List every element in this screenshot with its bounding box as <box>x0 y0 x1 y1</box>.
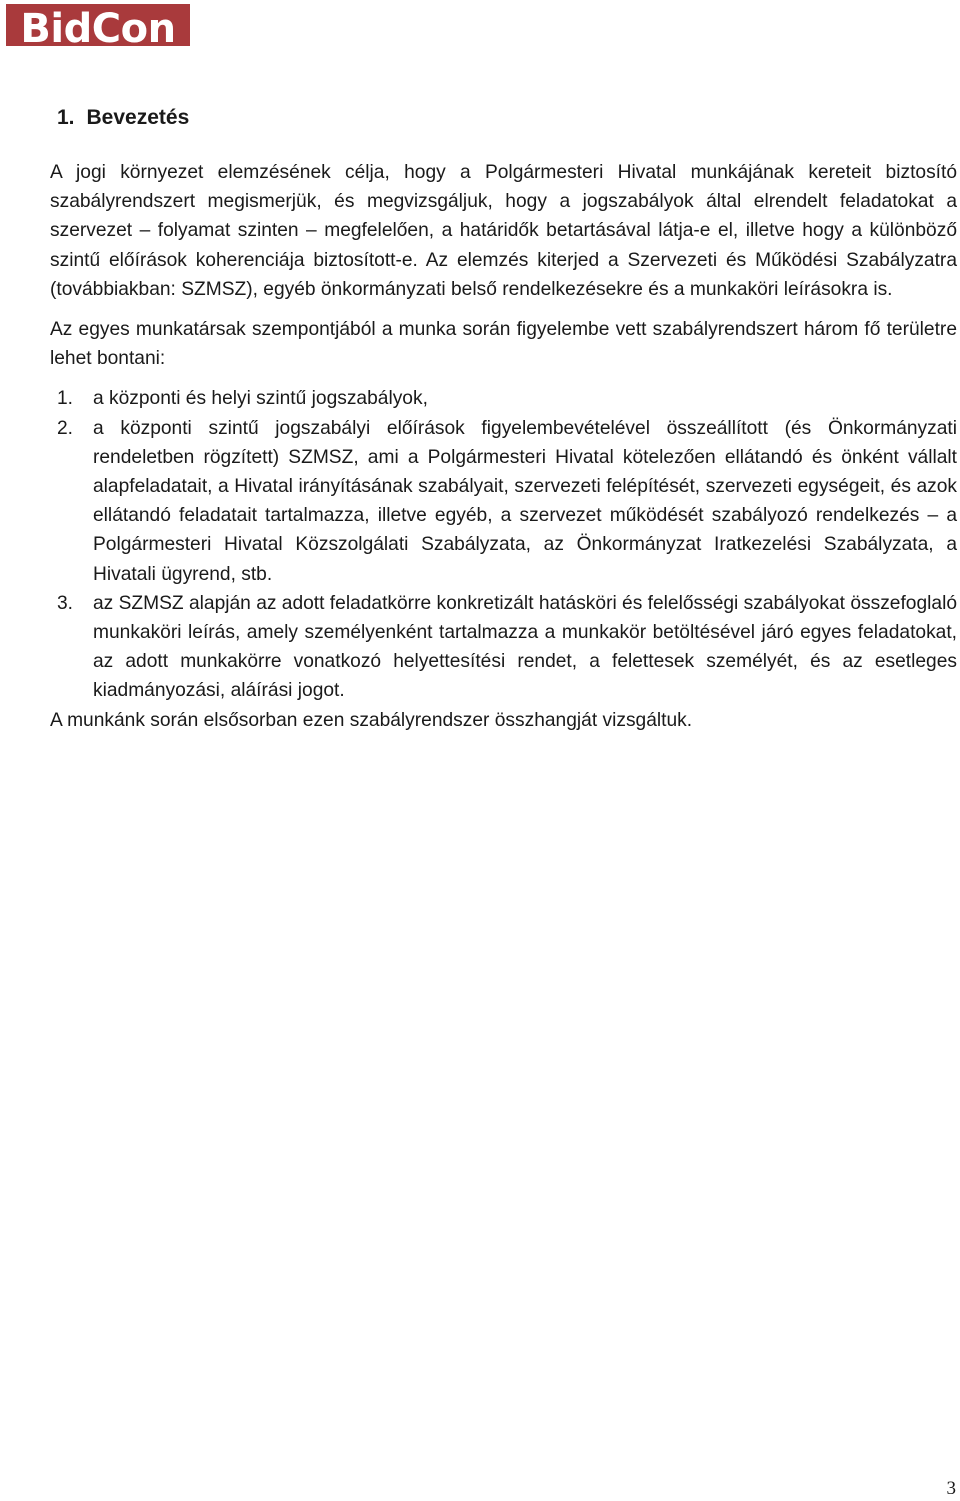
page-number: 3 <box>946 1478 956 1499</box>
rules-paragraph: Az egyes munkatársak szempontjából a munka során figyelembe vett szabályrendszert három fő területre lehet bontani: <box>50 319 957 370</box>
section-number: 1. <box>57 106 75 129</box>
intro-paragraph: A jogi környezet elemzésének célja, hogy a Polgármesteri Hivatal munkájának kereteit biztosító szabályrendszert megismerjük, és megvizsgáljuk, hogy a jogszabályok által elrendelt feladatokat a szervezet – folyamat szinten – megfelelően, a határidők betartásával látja-e el, illetve hogy a különböző szintű előírások koherenciája biztosított-e. Az elemzés kiterjed a Szervezeti és Működési Szabályzatra (továbbiakban: SZMSZ), egyéb önkormányzati belső rendelkezésekre és a munkaköri leírásokra is. <box>50 162 957 300</box>
section-heading <box>57 104 189 132</box>
list-marker: 1. <box>57 388 74 410</box>
section-title: Bevezetés <box>86 106 190 129</box>
document-body <box>50 158 957 735</box>
closing-paragraph: A munkánk során elsősorban ezen szabályrendszer összhangját vizsgáltuk. <box>50 709 693 731</box>
list-item <box>50 414 957 589</box>
list-item <box>50 589 957 706</box>
bidcon-logo: BidCon <box>6 4 190 46</box>
list-item <box>50 384 957 413</box>
list-item-text: az SZMSZ alapján az adott feladatkörre konkretizált hatásköri és felelősségi szabályokat összefoglaló munkaköri leírás, amely személyenként tartalmazza a munkakör betöltésével járó egyes feladatokat, az adott munkakörre vonatkozó helyettesítési rendet, a felettesek személyét, és az esetleges kiadmányozási, aláírási jogot. <box>93 592 957 702</box>
list-marker: 3. <box>57 592 74 614</box>
list-marker: 2. <box>57 417 74 439</box>
list-item-text: a központi és helyi szintű jogszabályok, <box>93 388 428 410</box>
list-item-text: a központi szintű jogszabályi előírások figyelembevételével összeállított (és Önkormányzati rendeletben rögzített) SZMSZ, ami a Polgármesteri Hivatal kötelezően ellátandó és önként vállalt alapfeladatait, a Hivatal irányításának szabályait, szervezeti felépítését, szervezeti egységeit, és azok ellátandó feladatait tartalmazza, illetve egyéb, a szervezet működését szabályozó rendelkezés – a Polgármesteri Hivatal Közszolgálati Szabályzata, az Önkormányzat Iratkezelési Szabályzata, a Hivatali ügyrend, stb. <box>93 417 957 585</box>
rules-list <box>50 384 957 705</box>
